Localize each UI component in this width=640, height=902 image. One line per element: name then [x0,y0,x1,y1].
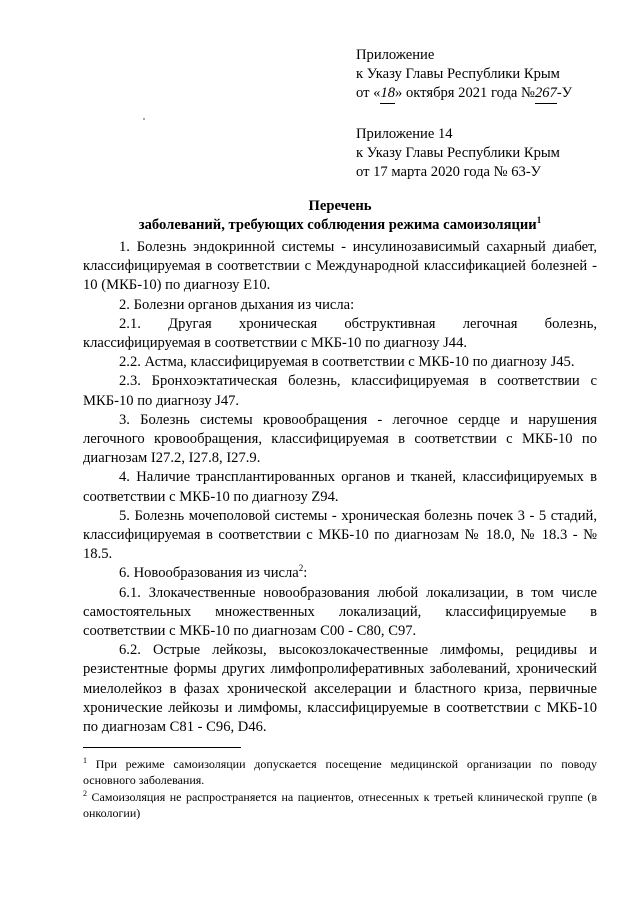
annex-reference: к Указу Главы Республики Крым [356,145,560,161]
annex-label: Приложение 14 [356,126,453,142]
title-heading: Перечень [308,198,372,214]
annex-label: Приложение [356,47,435,63]
annex-date-line [356,84,572,104]
list-item: 3. Болезнь системы кровообращения - легочное сердце и нарушения легочного кровообращения, классифицируемая в соответствии с МКБ-10 по диагнозам I27.2, I27.8, I27.9. [83,411,597,467]
list-item: 5. Болезнь мочеполовой системы - хроническая болезнь почек 3 - 5 стадий, классифицируемая в соответствии с МКБ-10 по диагнозам № 18.0, № 18.3 - № 18.5. [83,507,597,563]
list-item-text: 6. Новообразования из числа [119,565,299,582]
handwritten-day: 18 [380,84,395,104]
footnote-mark: 1 [83,756,87,765]
title-subheading-text: заболеваний, требующих соблюдения режима самоизоляции [138,217,537,233]
footnote-text: Самоизоляция не распространяется на пациентов, отнесенных к третьей клинической группе (в онкологии) [83,790,597,820]
footnote-mark: 2 [83,789,87,799]
number-suffix: -У [556,85,573,101]
list-item: 2.3. Бронхоэктатическая болезнь, классифицируемая в соответствии с МКБ-10 по диагнозу J47. [83,373,597,409]
date-prefix: от « [356,85,381,101]
list-item: 6.1. Злокачественные новообразования любой локализации, в том числе самостоятельных множественных локализаций, классифицируемые в соответствии с МКБ-10 по диагнозам C00 - C80, C97. [83,584,597,640]
list-item [83,564,597,583]
annex-date-line: от 17 марта 2020 года № 63-У [356,164,542,180]
footnote [83,757,597,788]
list-item: 6.2. Острые лейкозы, высокозлокачественные лимфомы, рецидивы и резистентные формы других лимфопролиферативных заболеваний, хронический миелолейкоз в фазах хронической акселерации и бластного криза, первичные хронические лейкозы и лимфомы, классифицируемые в соответствии с МКБ-10 по диагнозам C81 - C96, D46. [83,642,597,736]
list-item: 1. Болезнь эндокринной системы - инсулинозависимый сахарный диабет, классифицируемая в соответствии с Международной классификацией болезней - 10 (МКБ-10) по диагнозу E10. [83,239,597,294]
footnote-ref-2: 2 [298,563,304,574]
footnote-separator [83,747,241,748]
footnote-text: При режиме самоизоляции допускается посещение медицинской организации по поводу основного заболевания. [83,757,598,787]
annex-header-original [356,125,560,182]
list-item: 2.1. Другая хроническая обструктивная легочная болезнь, классифицируемая в соответствии с МКБ-10 по диагнозу J44. [83,315,597,352]
annex-reference: к Указу Главы Республики Крым [356,66,560,82]
footnote [83,790,597,821]
list-item: 4. Наличие трансплантированных органов и тканей, классифицируемых в соответствии с МКБ-10 по диагнозу Z94. [83,469,597,505]
annex-header-current [356,46,572,104]
list-item: 2. Болезни органов дыхания из числа: [119,296,355,313]
footnote-ref-1: 1 [536,215,542,226]
date-middle: » октября 2021 года № [395,85,535,101]
disease-list [83,238,597,737]
footnotes [83,757,597,823]
list-item-tail: : [303,565,308,582]
handwritten-number: 267 [535,84,557,104]
title-subheading [80,216,600,235]
list-item: 2.2. Астма, классифицируемая в соответствии с МКБ-10 по диагнозу J45. [119,354,575,371]
scan-speck [143,118,145,120]
document-title [80,197,600,235]
